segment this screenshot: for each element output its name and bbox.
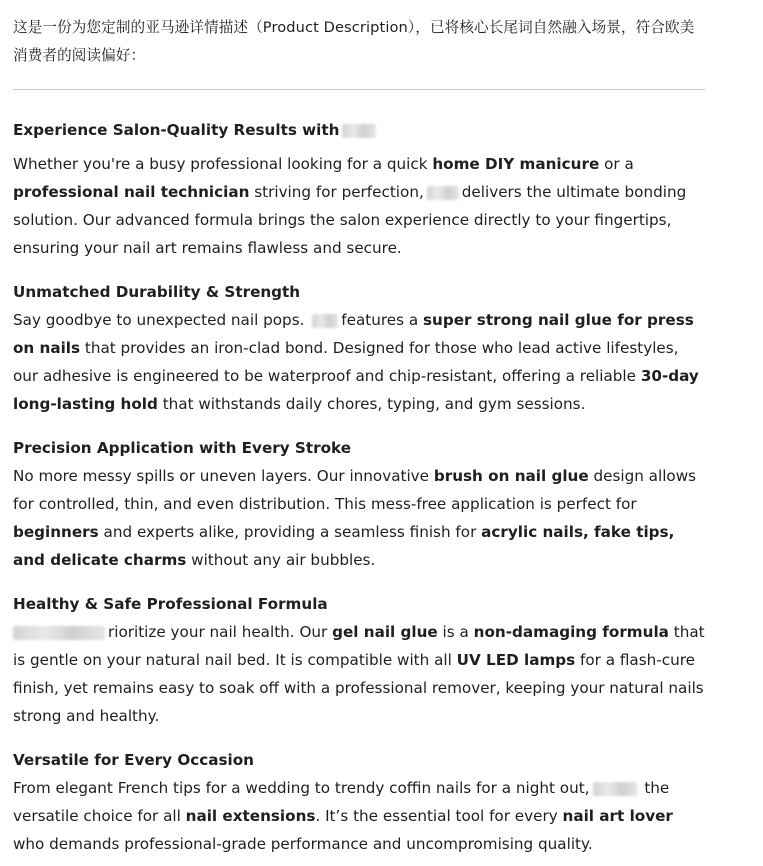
section-body: No more messy spills or uneven layers. Our innovative brush on nail glue design allows for controlled, thin, and even distribution. This mess-free application is perfect for beginners and experts alike, providing a seamless finish for acrylic nails, fake tips, and delicate charms without any air bubbles. <box>13 467 697 569</box>
section-body: rioritize your nail health. Our gel nail glue is a non-damaging formula that is gentle on your natural nail bed. It is compatible with all UV LED lamps for a flash-cure finish, yet remains easy to soak off with a professional remover, keeping your natural nails strong and healthy. <box>13 623 705 725</box>
section-body: Whether you're a busy professional looking for a quick home DIY manicure or a professional nail technician striving for perfection, delivers the ultimate bonding solution. Our advanced formula brings the salon experience directly to your fingertips, ensuring your nail art remains flawless and secure. <box>13 155 687 257</box>
section-heading: Healthy & Safe Professional Formula <box>13 595 328 613</box>
section-versatile <box>13 746 705 858</box>
redacted-brand <box>342 124 376 138</box>
section-heading: Precision Application with Every Stroke <box>13 439 352 457</box>
divider <box>13 89 705 90</box>
section-body: Say goodbye to unexpected nail pops. features a super strong nail glue for press on nails that provides an iron-clad bond. Designed for those who lead active lifestyles, our adhesive is engineered to be waterproof and chip-resistant, offering a reliable 30-day long-lasting hold that withstands daily chores, typing, and gym sessions. <box>13 311 699 413</box>
intro-text: 这是一份为您定制的亚马逊详情描述（Product Description），已将核心长尾词自然融入场景，符合欧美消费者的阅读偏好： <box>13 19 695 64</box>
redacted-brand <box>13 626 105 640</box>
redacted-brand <box>427 186 459 200</box>
section-heading: Unmatched Durability & Strength <box>13 283 301 301</box>
redacted-brand <box>312 314 338 328</box>
section-heading: Versatile for Every Occasion <box>13 751 254 769</box>
section-salon-quality <box>13 116 705 262</box>
section-healthy-safe <box>13 590 705 730</box>
section-durability <box>13 278 705 418</box>
redacted-brand <box>593 782 637 796</box>
section-body: From elegant French tips for a wedding to trendy coffin nails for a night out, the versatile choice for all nail extensions. It’s the essential tool for every nail art lover who demands professional-grade performance and uncompromising quality. <box>13 779 673 853</box>
section-heading: Experience Salon-Quality Results with <box>13 116 705 144</box>
section-precision <box>13 434 705 574</box>
